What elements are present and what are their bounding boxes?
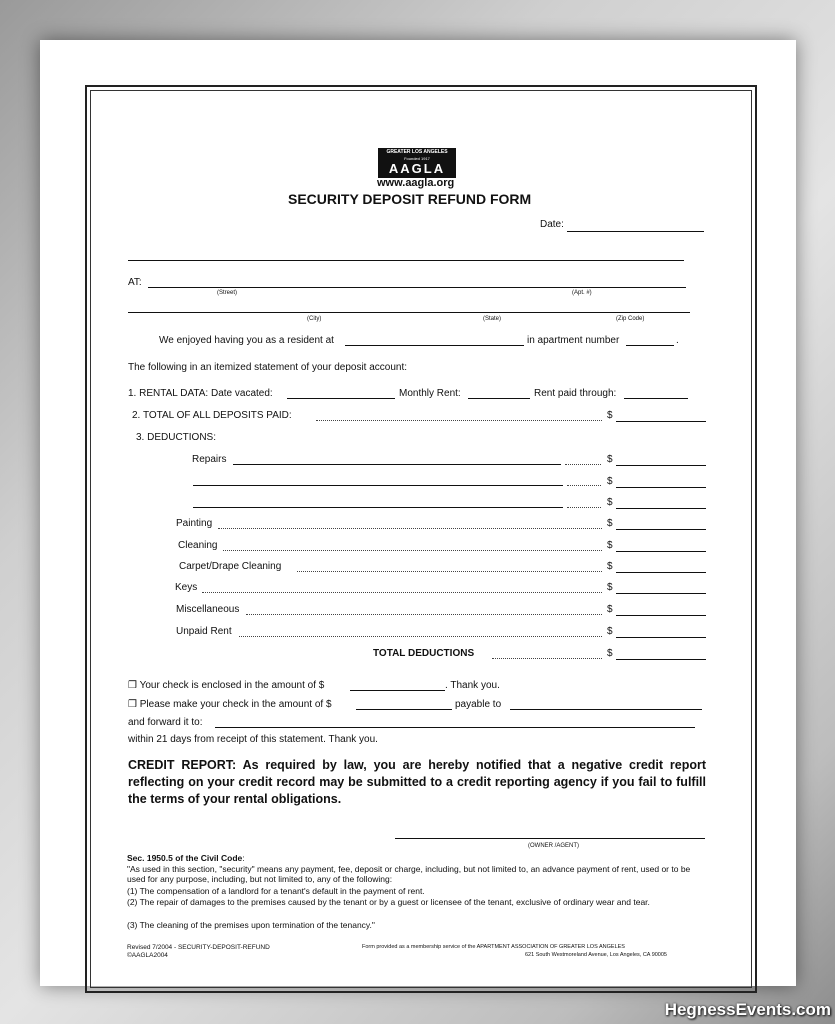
civil-code-paragraph: "As used in this section, "security" means any payment, fee, deposit or charge, including, but not limited to, an advance payment of rent, used or to be used for any purpose, including, but not limited to, any of the following: [127, 864, 691, 884]
carpet-amount-field[interactable] [616, 572, 706, 573]
leader-dots [297, 571, 602, 572]
deduction-label-unpaid-rent: Unpaid Rent [176, 626, 232, 637]
currency-sign: $ [607, 476, 613, 487]
owner-agent-caption: (OWNER /AGENT) [528, 843, 579, 849]
thank-you-text: . Thank you. [445, 680, 500, 691]
itemized-text: The following in an itemized statement of your deposit account: [128, 362, 408, 373]
aagla-logo [378, 148, 456, 178]
repairs-description-field[interactable] [193, 507, 563, 508]
period-text: . [676, 335, 679, 346]
civil-code-item-1: (1) The compensation of a landlord for a tenant's default in the payment of rent. [127, 886, 425, 896]
logo-founded-text: Founded 1917 [404, 156, 430, 161]
leader-dots [202, 592, 602, 593]
form-title: SECURITY DEPOSIT REFUND FORM [288, 191, 532, 207]
civil-code-heading [127, 853, 245, 863]
owner-signature-field[interactable] [395, 838, 705, 839]
deductions-label: 3. DEDUCTIONS: [136, 432, 217, 443]
currency-sign: $ [607, 561, 613, 572]
leader-dots [223, 550, 602, 551]
civil-code-colon: : [242, 853, 245, 863]
leader-dots [246, 614, 602, 615]
payable-to-label: payable to [455, 699, 502, 710]
deduction-label-keys: Keys [175, 582, 198, 593]
city-state-zip-field[interactable] [128, 312, 690, 313]
deduction-label-repairs: Repairs [192, 454, 227, 465]
form-page [40, 40, 796, 986]
check-enclosed-option[interactable]: ❒ Your check is enclosed in the amount of $ [128, 680, 325, 691]
painting-amount-field[interactable] [616, 529, 706, 530]
leader-dots [316, 420, 602, 421]
at-label: AT: [128, 277, 142, 288]
total-deductions-field[interactable] [616, 659, 706, 660]
apartment-number-field[interactable] [626, 345, 674, 346]
logo-name: AAGLA [388, 161, 446, 176]
deduction-label-carpet: Carpet/Drape Cleaning [179, 561, 282, 572]
currency-sign: $ [607, 410, 613, 421]
leader-dots [218, 528, 602, 529]
check-amount-field[interactable] [350, 690, 445, 691]
leader-dots [492, 658, 602, 659]
within-21-days-text: within 21 days from receipt of this statement. Thank you. [128, 734, 378, 745]
repairs-description-field[interactable] [193, 485, 563, 486]
logo-region-text: GREATER LOS ANGELES [386, 149, 448, 155]
payable-to-field[interactable] [510, 709, 702, 710]
date-label: Date: [540, 219, 564, 230]
city-caption: (City) [307, 316, 322, 322]
forward-label: and forward it to: [128, 717, 203, 728]
deduction-label-cleaning: Cleaning [178, 540, 218, 551]
monthly-rent-field[interactable] [468, 398, 530, 399]
date-field[interactable] [567, 231, 704, 232]
currency-sign: $ [607, 497, 613, 508]
total-deposits-label: 2. TOTAL OF ALL DEPOSITS PAID: [132, 410, 292, 421]
unpaid-rent-amount-field[interactable] [616, 637, 706, 638]
copyright-text: ©AAGLA2004 [127, 952, 168, 959]
tenant-name-field[interactable] [128, 260, 684, 261]
forward-address-field[interactable] [215, 727, 695, 728]
leader-dots [567, 507, 601, 508]
currency-sign: $ [607, 604, 613, 615]
date-vacated-field[interactable] [287, 398, 395, 399]
resident-text: We enjoyed having you as a resident at [159, 335, 334, 346]
currency-sign: $ [607, 518, 613, 529]
leader-dots [565, 464, 601, 465]
provided-by-text: Form provided as a membership service of the APARTMENT ASSOCIATION OF GREATER LOS ANGELES [362, 944, 625, 950]
credit-report-notice: CREDIT REPORT: As required by law, you are hereby notified that a negative credit report reflecting on your credit record may be submitted to a credit reporting agency if you fail to fulfill the terms of your rental obligations. [128, 758, 706, 806]
street-caption: (Street) [217, 290, 238, 296]
state-caption: (State) [483, 316, 502, 322]
payment-amount-field[interactable] [356, 709, 452, 710]
keys-amount-field[interactable] [616, 593, 706, 594]
currency-sign: $ [607, 626, 613, 637]
zip-caption: (Zip Code) [616, 316, 645, 322]
revised-text: Revised 7/2004 - SECURITY-DEPOSIT-REFUND [127, 944, 270, 951]
make-check-option[interactable]: ❒ Please make your check in the amount of $ [128, 699, 332, 710]
deduction-label-misc: Miscellaneous [176, 604, 240, 615]
watermark-logo: HegnessEvents.com [664, 1000, 831, 1019]
street-field[interactable] [148, 287, 686, 288]
cleaning-amount-field[interactable] [616, 551, 706, 552]
monthly-rent-label: Monthly Rent: [399, 388, 461, 399]
repairs-amount-field[interactable] [616, 487, 706, 488]
rent-paid-field[interactable] [624, 398, 688, 399]
logo-url: www.aagla.org [377, 177, 455, 189]
repairs-amount-field[interactable] [616, 465, 706, 466]
leader-dots [567, 485, 601, 486]
currency-sign: $ [607, 648, 613, 659]
rental-data-label: 1. RENTAL DATA: Date vacated: [128, 388, 273, 399]
civil-code-item-2: (2) The repair of damages to the premises caused by the tenant or by a guest or licensee of the tenant, exclusive of ordinary wear and tear. [127, 897, 650, 907]
leader-dots [239, 636, 602, 637]
repairs-amount-field[interactable] [616, 508, 706, 509]
rent-paid-label: Rent paid through: [534, 388, 617, 399]
currency-sign: $ [607, 454, 613, 465]
civil-code-title: Sec. 1950.5 of the Civil Code [127, 853, 243, 863]
apartment-text: in apartment number [527, 335, 620, 346]
deduction-label-painting: Painting [176, 518, 213, 529]
address-text: 621 South Westmoreland Avenue, Los Angeles, CA 90005 [525, 952, 667, 958]
total-deductions-label: TOTAL DEDUCTIONS [373, 648, 475, 659]
civil-code-item-3: (3) The cleaning of the premises upon termination of the tenancy." [127, 920, 375, 930]
apt-caption: (Apt. #) [572, 290, 592, 296]
total-deposits-field[interactable] [616, 421, 706, 422]
misc-amount-field[interactable] [616, 615, 706, 616]
currency-sign: $ [607, 582, 613, 593]
property-field[interactable] [345, 345, 524, 346]
currency-sign: $ [607, 540, 613, 551]
repairs-description-field[interactable] [233, 464, 561, 465]
